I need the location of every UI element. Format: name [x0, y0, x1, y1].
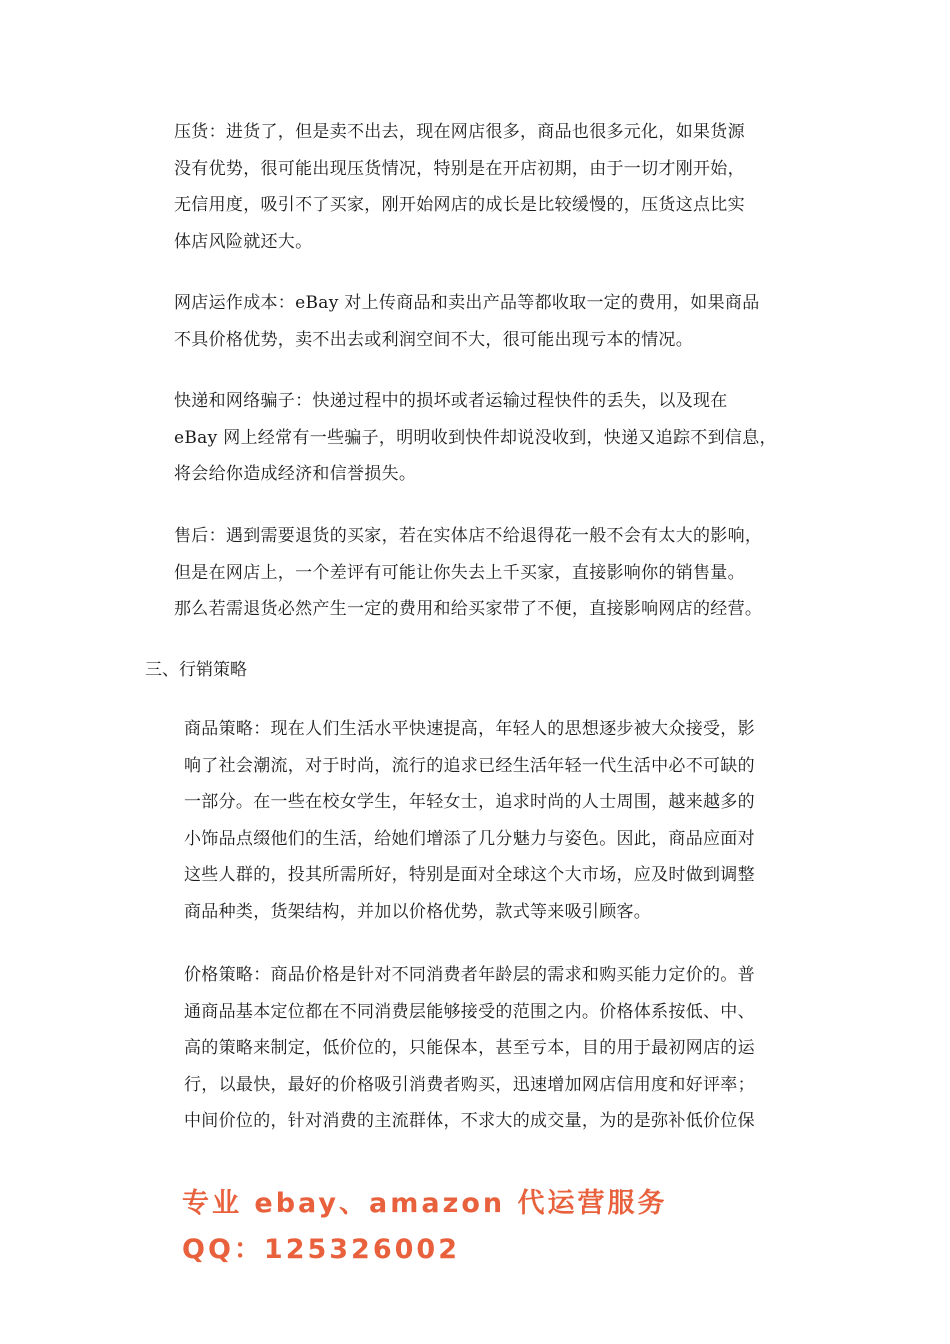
text-line: 体店风险就还大。 — [174, 231, 313, 252]
text-line: 行，以最快，最好的价格吸引消费者购买，迅速增加网店信用度和好评率； — [184, 1074, 755, 1095]
text-line: 小饰品点缀他们的生活，给她们增添了几分魅力与姿色。因此，商品应面对 — [184, 828, 755, 849]
text-line: 没有优势，很可能出现压货情况，特别是在开店初期，由于一切才刚开始， — [174, 158, 745, 179]
paragraph-overstock — [174, 114, 745, 260]
section-heading: 三、行销策略 — [145, 660, 247, 680]
paragraph-operating-cost — [174, 285, 760, 358]
text-line: 商品策略：现在人们生活水平快速提高，年轻人的思想逐步被大众接受，影 — [184, 719, 755, 739]
ad-qq-contact: QQ：125326002 — [182, 1234, 460, 1265]
paragraph-product-strategy — [184, 711, 755, 930]
text-line: 将会给你造成经济和信誉损失。 — [174, 464, 417, 484]
text-line: 售后：遇到需要退货的买家，若在实体店不给退得花一般不会有太大的影响， — [174, 526, 763, 546]
ad-service-text: 专业 ebay、amazon 代运营服务 — [182, 1188, 668, 1219]
text-line: eBay 网上经常有一些骗子，明明收到快件却说没收到，快递又追踪不到信息， — [174, 427, 777, 448]
text-line: 快递和网络骗子：快递过程中的损坏或者运输过程快件的丢失，以及现在 — [174, 391, 728, 411]
text-line: 高的策略来制定，低价位的，只能保本，甚至亏本，目的用于最初网店的运 — [184, 1038, 755, 1058]
paragraph-shipping-fraud — [174, 383, 777, 493]
paragraph-price-strategy — [184, 957, 755, 1140]
text-line: 响了社会潮流，对于时尚，流行的追求已经生活年轻一代生活中必不可缺的 — [184, 755, 755, 776]
text-line: 无信用度，吸引不了买家，刚开始网店的成长是比较缓慢的，压货这点比实 — [174, 195, 745, 215]
paragraph-after-sales — [174, 518, 762, 628]
text-line: 压货：进货了，但是卖不出去，现在网店很多，商品也很多元化，如果货源 — [174, 122, 745, 142]
text-line: 中间价位的，针对消费的主流群体，不求大的成交量，为的是弥补低价位保 — [184, 1111, 755, 1131]
text-line: 不具价格优势，卖不出去或利润空间不大，很可能出现亏本的情况。 — [174, 329, 693, 350]
text-line: 通商品基本定位都在不同消费层能够接受的范围之内。价格体系按低、中、 — [184, 1001, 755, 1022]
text-line: 这些人群的，投其所需所好，特别是面对全球这个大市场，应及时做到调整 — [184, 865, 755, 885]
text-line: 但是在网店上，一个差评有可能让你失去上千买家，直接影响你的销售量。 — [174, 562, 745, 583]
text-line: 价格策略：商品价格是针对不同消费者年龄层的需求和购买能力定价的。普 — [184, 965, 755, 985]
text-line: 一部分。在一些在校女学生，年轻女士，追求时尚的人士周围，越来越多的 — [184, 792, 755, 812]
text-line: 商品种类，货架结构，并加以价格优势，款式等来吸引顾客。 — [184, 901, 652, 922]
text-line: 那么若需退货必然产生一定的费用和给买家带了不便，直接影响网店的经营。 — [174, 599, 763, 619]
text-line: 网店运作成本：eBay 对上传商品和卖出产品等都收取一定的费用，如果商品 — [174, 293, 760, 313]
